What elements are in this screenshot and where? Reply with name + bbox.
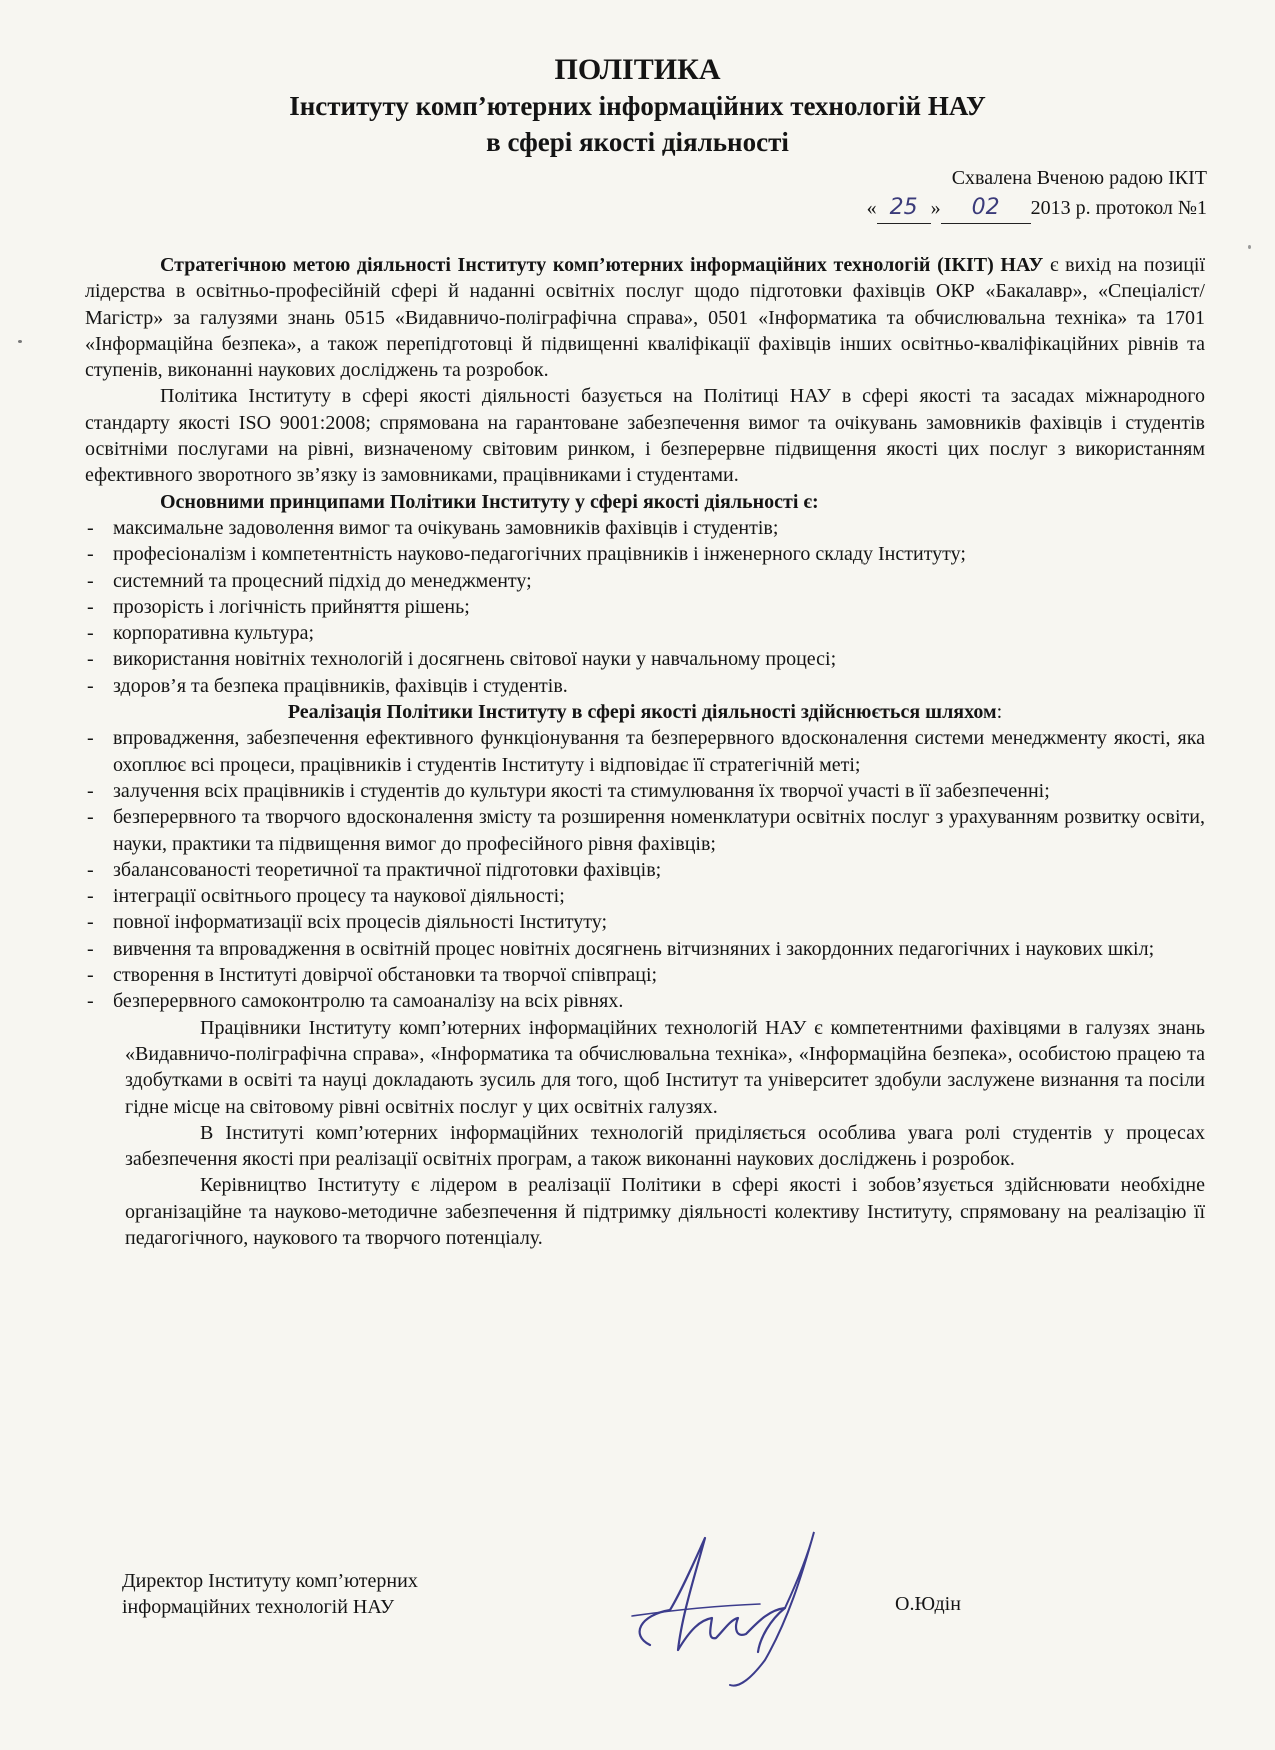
closing-paragraphs xyxy=(125,1015,1205,1252)
position-line-2: інформаційних технологій НАУ xyxy=(122,1596,395,1618)
title-main: ПОЛІТИКА xyxy=(554,53,721,86)
signatory-name: О.Юдін xyxy=(895,1593,961,1615)
title-line-3: в сфері якості діяльності xyxy=(486,127,789,157)
list-item: - залучення всіх працівників і студентів до культури якості та стимулювання їх творчої участі в її забезпеченні; xyxy=(85,778,1205,804)
document-body xyxy=(85,252,1205,1251)
list-item: - створення в Інституті довірчої обстановки та творчої співпраці; xyxy=(85,962,1205,988)
list-item: - корпоративна культура; xyxy=(85,620,1205,646)
list-item: - повної інформатизації всіх процесів діяльності Інституту; xyxy=(85,909,1205,935)
strategic-goal-bold: Стратегічною метою діяльності Інституту комп’ютерних інформаційних технологій (ІКІТ) НАУ xyxy=(160,254,1044,276)
approval-line: Схвалена Вченою радою ІКІТ xyxy=(951,167,1207,189)
list-item: - впровадження, забезпечення ефективного функціонування та безперервного вдосконалення системи менеджменту якості, яка охоплює всі процеси, працівників і студентів Інституту і відповідає її стратегічній меті; xyxy=(85,725,1205,778)
year-protocol: 2013 р. протокол №1 xyxy=(1030,197,1207,219)
list-item: - максимальне задоволення вимог та очікувань замовників фахівців і студентів; xyxy=(85,515,1205,541)
implementation-heading-text: Реалізація Політики Інституту в сфері якості діяльності здійснюється шляхом xyxy=(287,701,997,724)
implementation-heading xyxy=(85,699,1205,725)
paragraph-leadership: Керівництво Інституту є лідером в реалізації Політики в сфері якості і зобов’язується здійснювати необхідне організаційне та науково-методичне забезпечення й підтримку діяльності колективу Інституту, спрямовану на реалізацію її педагогічного, наукового та творчого потенціалу. xyxy=(125,1174,1205,1249)
document-title xyxy=(0,52,1275,160)
list-item: - прозорість і логічність прийняття рішень; xyxy=(85,594,1205,620)
list-item: - безперервного та творчого вдосконалення змісту та розширення номенклатури освітніх послуг з урахуванням розвитку освіти, науки, практики та підвищення вимог до професійного рівня фахівців; xyxy=(85,804,1205,857)
handwritten-signature xyxy=(620,1520,820,1690)
list-item: - інтеграції освітнього процесу та наукової діяльності; xyxy=(85,883,1205,909)
approval-stamp-text xyxy=(867,163,1207,224)
principles-heading: Основними принципами Політики Інституту у сфері якості діяльності є: xyxy=(160,490,819,513)
list-item: - здоров’я та безпека працівників, фахівців і студентів. xyxy=(85,673,1205,699)
implementation-list xyxy=(85,725,1205,1014)
position-line-1: Директор Інституту комп’ютерних xyxy=(122,1570,418,1592)
approval-date-line xyxy=(867,193,1207,224)
title-line-2: Інституту комп’ютерних інформаційних технологій НАУ xyxy=(289,91,986,121)
signatory-position xyxy=(122,1568,418,1620)
close-quote: » xyxy=(930,197,941,219)
list-item: - збалансованості теоретичної та практичної підготовки фахівців; xyxy=(85,857,1205,883)
list-item: - вивчення та впровадження в освітній процес новітніх досягнень вітчизняних і закордонних педагогічних і наукових шкіл; xyxy=(85,936,1205,962)
list-item: - системний та процесний підхід до менеджменту; xyxy=(85,568,1205,594)
principles-list xyxy=(85,515,1205,699)
paragraph-policy-basis: Політика Інституту в сфері якості діяльності базується на Політиці НАУ в сфері якості та засадах міжнародного стандарту якості ISO 9001:2008; спрямована на гарантоване забезпечення вимог та очікувань замовників фахівців і студентів освітніми послугами на рівні, визначеному світовим ринком, і безперервне підвищення якості цих послуг з використанням ефективного зворотного зв’язку із замовниками, працівниками і студентами. xyxy=(85,385,1205,487)
scan-speck xyxy=(18,340,22,343)
paragraph-staff: Працівники Інституту комп’ютерних інформаційних технологій НАУ є компетентними фахівцями в галузях знань «Видавничо-поліграфічна справа», «Інформатика та обчислювальна техніка», «Інформаційна безпека», особистою працею та здобутками в освіті та науці докладають зусиль для того, щоб Інститут та університет здобули заслужене визнання та посіли гідне місце на світовому рівні освітніх послуг у цих освітніх галузях. xyxy=(125,1016,1205,1118)
open-quote: « xyxy=(866,197,877,219)
implementation-heading-colon: : xyxy=(996,701,1003,724)
strategic-goal-text: є вихід на позиції лідерства в освітньо-професійній сфері й наданні освітніх послуг щодо підготовки фахівців ОКР «Бакалавр», «Спеціаліст/Магістр» за галузями знань 0515 «Видавничо-поліграфічна справа», 0501 «Інформатика та обчислювальна техніка» та 1701 «Інформаційна безпека», а також перепідготовці й підвищенні кваліфікації фахівців інших освітньо-кваліфікаційних рівнів та ступенів, виконанні наукових досліджень та розробок. xyxy=(85,254,1206,382)
list-item: - професіоналізм і компетентність науково-педагогічних працівників і інженерного складу Інституту; xyxy=(85,541,1205,567)
paragraph-strategic-goal xyxy=(85,252,1205,383)
list-item: - використання новітніх технологій і досягнень світової науки у навчальному процесі; xyxy=(85,646,1205,672)
paragraph-students-role: В Інституті комп’ютерних інформаційних технологій приділяється особлива увага ролі студентів у процесах забезпечення якості при реалізації освітніх програм, а також виконанні наукових досліджень і розробок. xyxy=(125,1121,1205,1171)
list-item: - безперервного самоконтролю та самоаналізу на всіх рівнях. xyxy=(85,988,1205,1014)
scan-speck xyxy=(1248,245,1251,249)
handwritten-day: 25 xyxy=(877,193,931,224)
handwritten-month: 02 xyxy=(941,193,1031,224)
